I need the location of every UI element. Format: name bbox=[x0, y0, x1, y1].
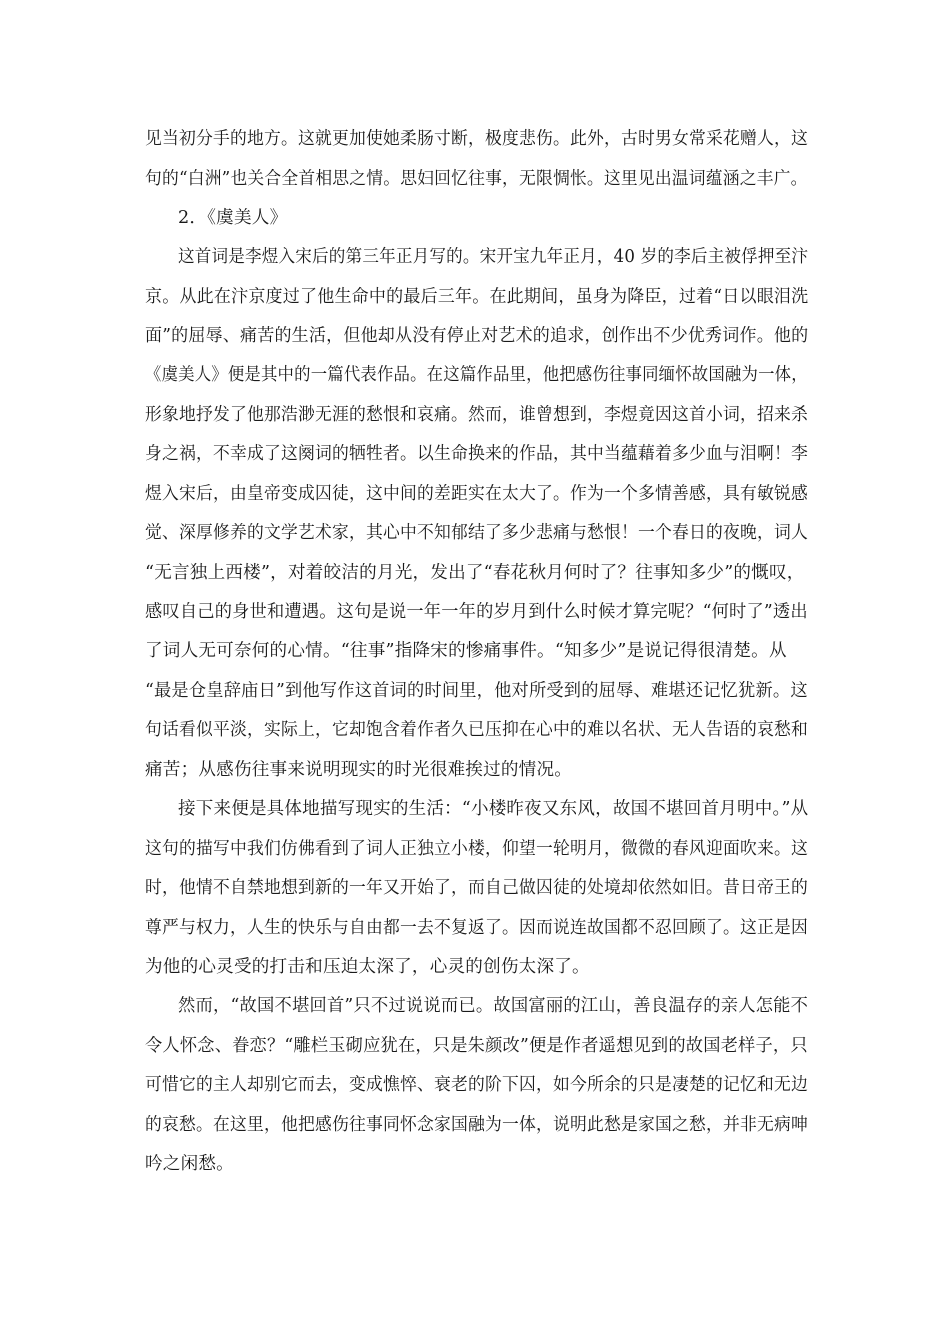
text-line: 令人怀念、眷恋？“雕栏玉砌应犹在，只是朱颜改”便是作者遥想见到的故国老样子，只 bbox=[145, 1036, 808, 1056]
text-line: “无言独上西楼”，对着皎洁的月光，发出了“春花秋月何时了？往事知多少”的慨叹， bbox=[145, 563, 805, 583]
text-line: 身之祸，不幸成了这阕词的牺牲者。以生命换来的作品，其中当蕴藉着多少血与泪啊！李 bbox=[145, 444, 808, 464]
text-line: 可惜它的主人却别它而去，变成憔悴、衰老的阶下囚，如今所余的只是凄楚的记忆和无边 bbox=[145, 1075, 808, 1095]
text-line: 《虞美人》便是其中的一篇代表作品。在这篇作品里，他把感伤往事同缅怀故国融为一体， bbox=[145, 365, 808, 385]
text-line: 见当初分手的地方。这就更加使她柔肠寸断，极度悲伤。此外，古时男女常采花赠人，这 bbox=[145, 129, 808, 149]
text-line: 句话看似平淡，实际上，它却饱含着作者久已压抑在心中的难以名状、无人告语的哀愁和 bbox=[145, 720, 808, 740]
text-line: 这句的描写中我们仿佛看到了词人正独立小楼，仰望一轮明月，微微的春风迎面吹来。这 bbox=[145, 839, 808, 859]
section-heading: 2．《虞美人》 bbox=[178, 208, 288, 228]
text-line: 形象地抒发了他那浩渺无涯的愁恨和哀痛。然而，谁曾想到，李煜竟因这首小词，招来杀 bbox=[145, 405, 808, 425]
text-line: 然而，“故国不堪回首”只不过说说而已。故国富丽的江山，善良温存的亲人怎能不 bbox=[178, 996, 809, 1016]
text-line: 觉、深厚修养的文学艺术家，其心中不知郁结了多少悲痛与愁恨！一个春日的夜晚，词人 bbox=[145, 523, 808, 543]
text-line: 为他的心灵受的打击和压迫太深了，心灵的创伤太深了。 bbox=[145, 957, 590, 977]
text-line: 京。从此在汴京度过了他生命中的最后三年。在此期间，虽身为降臣，过着“日以眼泪洗 bbox=[145, 287, 809, 307]
text-line: 尊严与权力，人生的快乐与自由都一去不复返了。因而说连故国都不忍回顾了。这正是因 bbox=[145, 918, 808, 938]
text-line: 接下来便是具体地描写现实的生活：“小楼昨夜又东风，故国不堪回首月明中。”从 bbox=[178, 799, 809, 819]
text-line: 句的“白洲”也关合全首相思之情。思妇回忆往事，无限惆怅。这里见出温词蕴涵之丰广。 bbox=[145, 169, 808, 189]
text-line: 感叹自己的身世和遭遇。这句是说一年一年的岁月到什么时候才算完呢？“何时了”透出 bbox=[145, 602, 808, 622]
text-line: 了词人无可奈何的心情。“往事”指降宋的惨痛事件。“知多少”是说记得很清楚。从 bbox=[145, 641, 787, 661]
text-line: 吟之闲愁。 bbox=[145, 1154, 234, 1174]
text-line: 时，他情不自禁地想到新的一年又开始了，而自己做囚徒的处境却依然如旧。昔日帝王的 bbox=[145, 878, 808, 898]
text-line: “最是仓皇辞庙日”到他写作这首词的时间里，他对所受到的屈辱、难堪还记忆犹新。这 bbox=[145, 681, 808, 701]
text-line: 的哀愁。在这里，他把感伤往事同怀念家国融为一体，说明此愁是家国之愁，并非无病呻 bbox=[145, 1115, 808, 1135]
text-line: 煜入宋后，由皇帝变成囚徒，这中间的差距实在太大了。作为一个多情善感，具有敏锐感 bbox=[145, 484, 808, 504]
text-line: 面”的屈辱、痛苦的生活，但他却从没有停止对艺术的追求，创作出不少优秀词作。他的 bbox=[145, 326, 809, 346]
text-line: 这首词是李煜入宋后的第三年正月写的。宋开宝九年正月，40 岁的李后主被俘押至汴 bbox=[178, 247, 809, 267]
text-line: 痛苦；从感伤往事来说明现实的时光很难挨过的情况。 bbox=[145, 760, 573, 780]
